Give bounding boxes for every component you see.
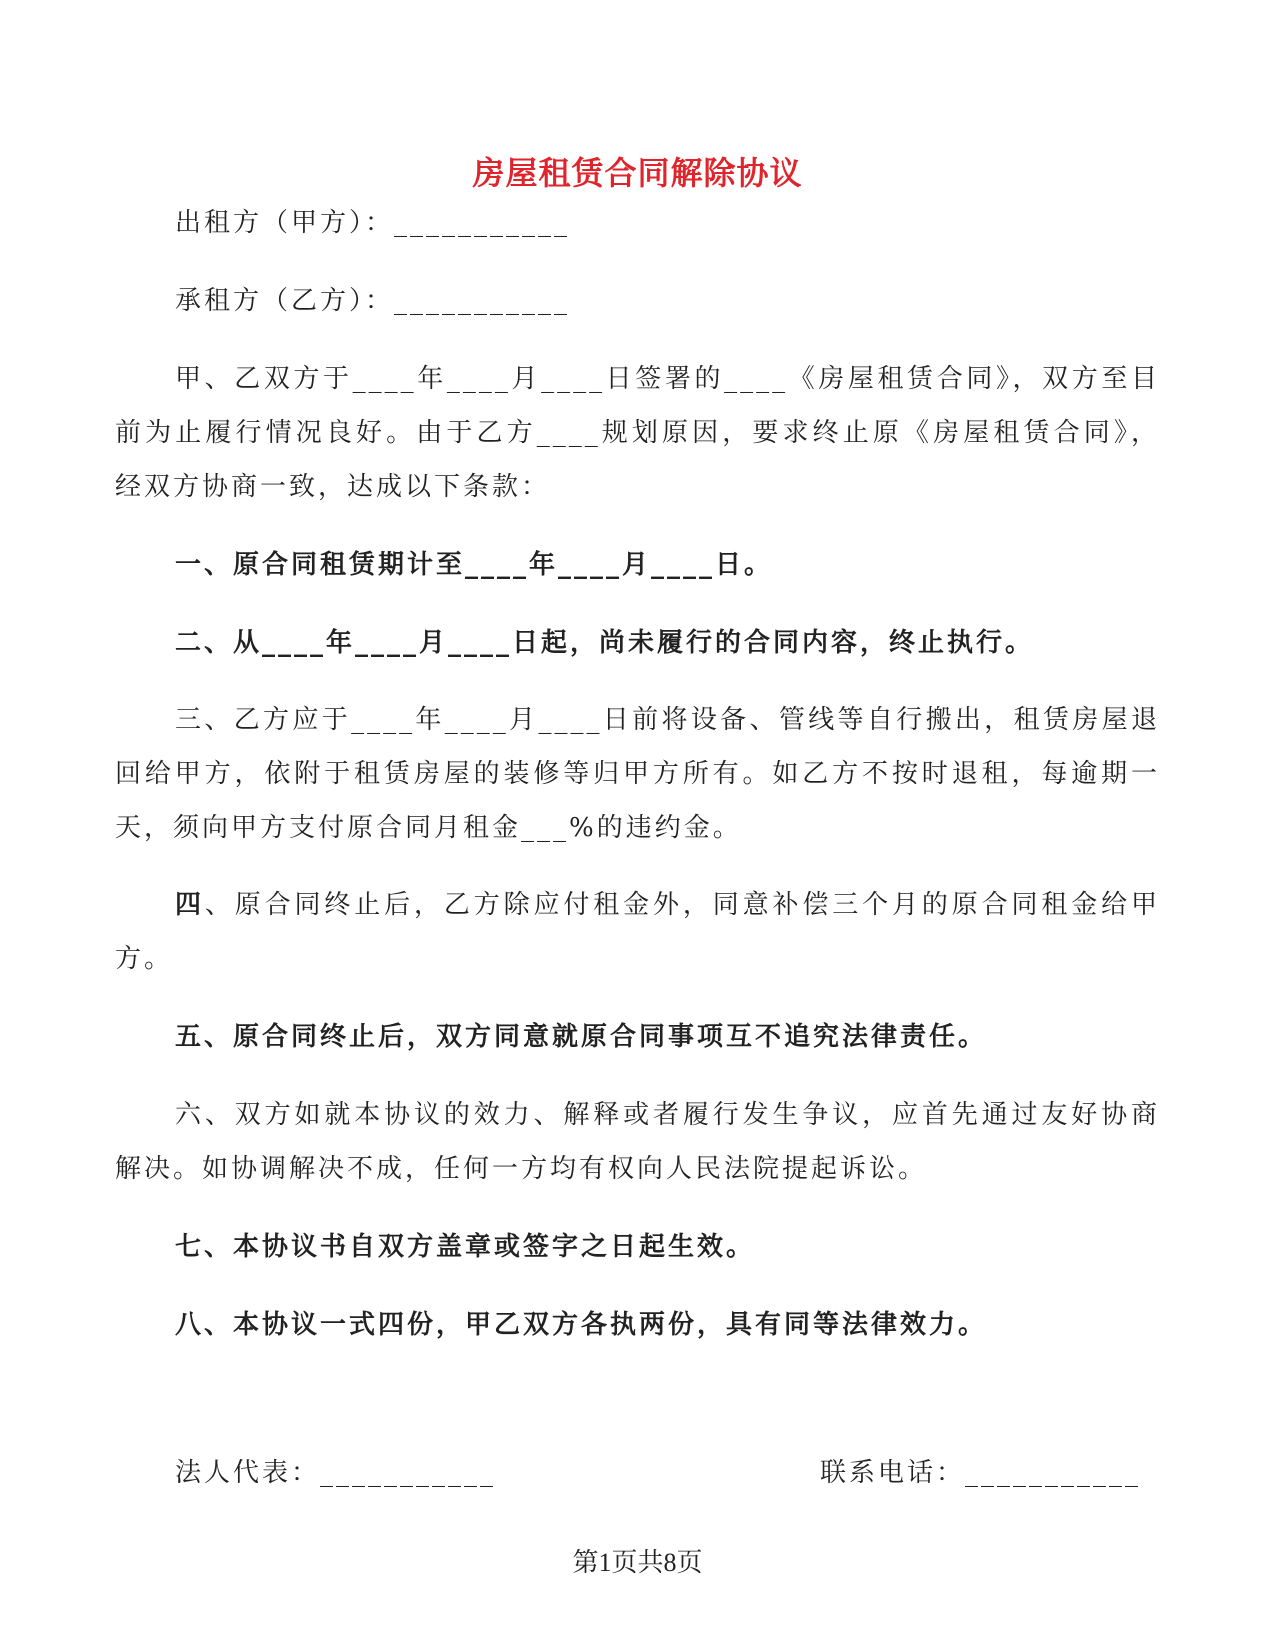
clause-2: 二、从____年____月____日起，尚未履行的合同内容，终止执行。: [175, 628, 1035, 658]
page-number: 第1页共8页: [572, 1548, 703, 1577]
clause-3-line-1: 三、乙方应于____年____月____日前将设备、管线等自行搬出，租赁房屋退: [175, 705, 1160, 735]
clause-8: 八、本协议一式四份，甲乙双方各执两份，具有同等法律效力。: [175, 1310, 988, 1340]
clause-7: 七、本协议书自双方盖章或签字之日起生效。: [175, 1232, 756, 1262]
lessee-line: 承租方（乙方）：___________: [175, 286, 571, 316]
clause-4-text: 、原合同终止后，乙方除应付租金外，同意补偿三个月的原合同租金给甲: [204, 890, 1160, 920]
contact-phone-line: 联系电话：___________: [820, 1458, 1142, 1488]
intro-line-2: 前为止履行情况良好。由于乙方____规划原因，要求终止原《房屋租赁合同》，: [115, 418, 1160, 448]
clause-4-line-2: 方。: [115, 944, 174, 974]
clause-5: 五、原合同终止后，双方同意就原合同事项互不追究法律责任。: [175, 1022, 988, 1052]
intro-line-1: 甲、乙双方于____年____月____日签署的____《房屋租赁合同》，双方至目: [175, 364, 1160, 394]
clause-4-line-1: [175, 877, 1160, 933]
lessor-line: 出租方（甲方）：___________: [175, 208, 571, 238]
page-title: 房屋租赁合同解除协议: [472, 154, 803, 192]
legal-representative-line: 法人代表：___________: [175, 1458, 497, 1488]
clause-3-line-2: 回给甲方，依附于租赁房屋的装修等归甲方所有。如乙方不按时退租，每逾期一: [115, 759, 1160, 789]
clause-1: 一、原合同租赁期计至____年____月____日。: [175, 550, 774, 580]
clause-3-line-3: 天，须向甲方支付原合同月租金___%的违约金。: [115, 813, 742, 843]
clause-4-number: 四: [175, 890, 205, 920]
intro-line-3: 经双方协商一致，达成以下条款：: [115, 472, 551, 502]
clause-6-line-1: 六、双方如就本协议的效力、解释或者履行发生争议，应首先通过友好协商: [175, 1100, 1160, 1130]
clause-6-line-2: 解决。如协调解决不成，任何一方均有权向人民法院提起诉讼。: [115, 1154, 928, 1184]
